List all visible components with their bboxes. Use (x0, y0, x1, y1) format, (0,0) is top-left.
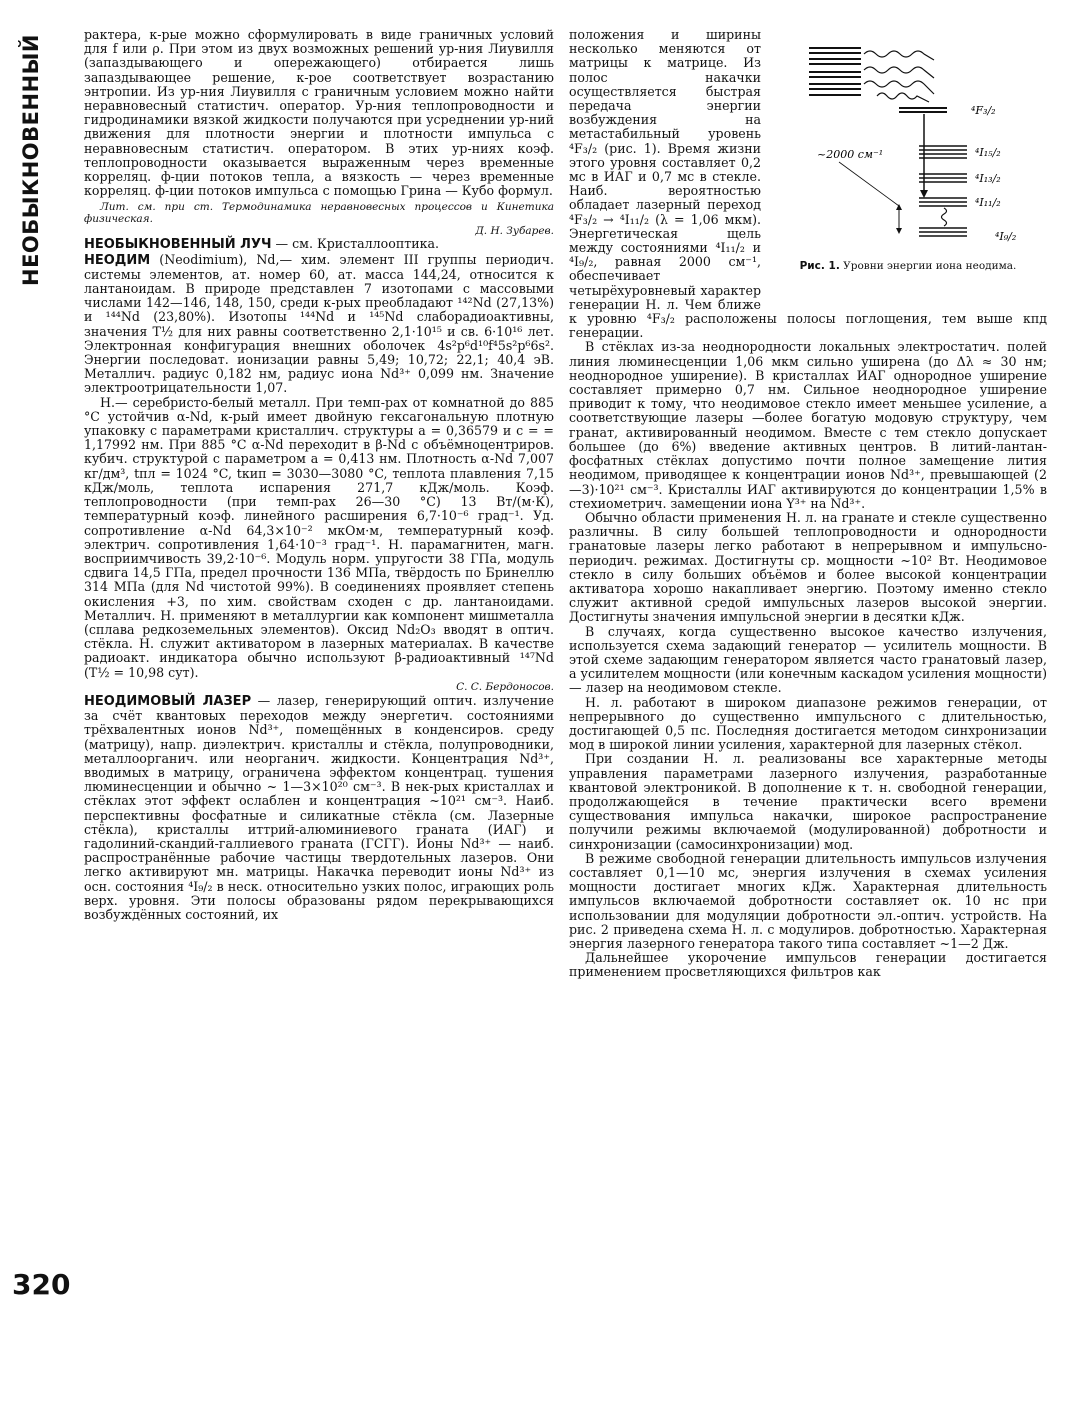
paragraph: Дальнейшее укорочение импульсов генерации достигается применением просветляющихся фильтров как (569, 950, 1047, 980)
paragraph: При создании Н. л. реализованы все характерные методы управления параметрами лазерного излучения, разработанные квантовой электроникой. В дополнение к т. н. свободной генерации, продолжающейся в течение практически всего времени существования импульса накачки, широкое распространение получили режимы включаемой (модулированной) добротности и синхронизации (самосинхронизации) мод. (569, 751, 1047, 852)
author-signature: Д. Н. Зубарев. (475, 225, 554, 238)
side-heading: НЕОБЫКНОВЕННЫЙ (19, 34, 43, 286)
paragraph: Обычно области применения Н. л. на гранате и стекле существенно различны. В силу большей теплопроводности и однородности гранатовые лазеры легко работают в непрерывном и импульсно-периодич. режимах. Достигнуты ср. мощности ~10² Вт. Неодимовое стекло в силу больших объёмов и более высокой концентрации активатора хорошо накапливает энергию. Поэтому именно стекло служит активной средой импульсных лазеров высокой энергии. Достигнуты значения импульсной энергии в десятки кДж. (569, 509, 1047, 625)
left-column (84, 28, 554, 922)
energy-level-diagram (769, 32, 1047, 260)
literature-note: Лит. см. при ст. Термодинамика неравновесных процессов и Кинетика физическая. Д. Н. Зубарев. (84, 201, 554, 238)
paragraph: Н. л. работают в широком диапазоне режимов генерации, от непрерывного до существенно импульсного с длительностью, достигающей 0,5 пс. Последняя достигается методом синхронизации мод в широкой линии усиления, характерной для лазерных стёкол. (569, 694, 1047, 753)
paragraph: рактера, к-рые можно сформулировать в виде граничных условий для f или ρ. При этом из двух возможных решений ур-ния Лиувилля (запаздывающего и опережающего) отбирается лишь запаздывающее решение, к-рое соответствует возрастанию энтропии. Из ур-ния Лиувилля с граничным условием можно найти неравновесный статистич. оператор. Ур-ния теплопроводности и гидродинамики вязкой жидкости получаются при усреднении ур-ний движения для плотности энергии и плотности импульса с неравновесным статистич. оператором. В этих ур-ниях коэф. теплопроводности оказывается выраженным через временные корреляц. ф-ции потоков тепла, а вязкость — через временные корреляц. ф-ции потоков импульса с помощью Грина — Кубо формул. (84, 27, 554, 199)
paragraph: Н.— серебристо-белый металл. При темп-рах от комнатной до 885 °C устойчив α-Nd, к-рый имеет двойную гексагональную плотную упаковку с параметрами кристаллич. структуры a = 0,36579 и c = = 1,17992 нм. При 885 °C α-Nd переходит в β-Nd с объёмноцентриров. кубич. структурой с параметром a = 0,413 нм. Плотность α-Nd 7,007 кг/дм³, tпл = 1024 °C, tкип = 3030—3080 °C, теплота плавления 7,15 кДж/моль, теплота испарения 271,7 кДж/моль. Коэф. теплопроводности (при темп-рах 26—30 °C) 13 Вт/(м·К), температурный коэф. линейного расширения 6,7·10⁻⁶ град⁻¹. Уд. сопротивление α-Nd 64,3×10⁻² мкОм·м, температурный коэф. электрич. сопротивления 1,64·10⁻³ град⁻¹. Н. парамагнитен, магн. восприимчивость 39,2·10⁻⁶. Модуль норм. упругости 38 ГПа, модуль сдвига 14,5 ГПа, предел прочности 136 МПа, твёрдость по Бринеллю 314 МПа (для Nd чистотой 99%). В соединениях проявляет степень окисления +3, по хим. свойствам сходен с др. лантаноидами. Металлич. Н. применяют в металлургии как компонент мишметалла (сплава редкоземельных элементов). Оксид Nd₂O₃ вводят в оптич. стёкла. Н. служит активатором в лазерных материалах. В качестве радиоакт. индикатора обычно используют β-радиоактивный ¹⁴⁷Nd (T½ = 10,98 сут). (84, 394, 554, 680)
headword: НЕОДИМОВЫЙ ЛАЗЕР (84, 693, 252, 709)
author-signature: С. С. Бердоносов. (456, 680, 554, 693)
gap-label: ~2000 см⁻¹ (817, 148, 884, 161)
level-label: ⁴I₉/₂ (995, 230, 1017, 243)
paragraph: В случаях, когда существенно высокое качество излучения, используется схема задающий генератор — усилитель мощности. В этой схеме задающим генератором является часто гранатовый лазер, а усилителем мощности (или конечным каскадом усиления мощности) — лазер на неодимовом стекле. (569, 623, 1047, 696)
page-number: 320 (12, 1268, 71, 1301)
paragraph: положения и ширины несколько меняются от матрицы к матрице. Из полос накачки осуществляется быстрая передача энергии возбуждения на метастабильный уровень ⁴F₃/₂ (рис. 1). Время жизни этого уровня составляет 0,2 мс в ИАГ и 0,7 мс в стекле. Наиб. вероятностью обладает лазерный переход ⁴F₃/₂ → ⁴I₁₁/₂ (λ = 1,06 мкм). Энергетическая щель между состояниями ⁴I₁₁/₂ и ⁴I₉/₂, равная 2000 см⁻¹, обеспечивает четырёхуровневый характер генерации Н. л. Чем ближе к уровню ⁴F₃/₂ расположены полосы поглощения, тем выше кпд генерации. (569, 27, 1047, 341)
level-label: ⁴I₁₁/₂ (975, 196, 1001, 209)
figure-energy-levels (769, 32, 1047, 292)
right-column (569, 28, 1047, 980)
entry-laser: НЕОДИМОВЫЙ ЛАЗЕР — лазер, генерирующий оптич. излучение за счёт квантовых переходов между энергетич. состояниями трёхвалентных ионов Nd³⁺, помещённых в конденсиров. среду (матрицу), напр. диэлектрич. кристаллы и стёкла, полупроводники, металлоорганич. или неорганич. жидкости. Концентрация Nd³⁺, вводимых в матрицу, ограничена эффектом концентрац. тушения люминесценции и обычно ~ 1—3×10²⁰ см⁻³. В нек-рых кристаллах и стёклах этот эффект ослаблен и концентрация ~10²¹ см⁻³. Наиб. перспективны фосфатные и силикатные стёкла (см. Лазерные стёкла), кристаллы иттрий-алюминиевого граната (ИАГ) и гадолиний-скандий-галлиевого граната (ГСГГ). Ионы Nd³⁺ — наиб. распространённые рабочие частицы твердотельных лазеров. Они легко активируют мн. матрицы. Накачка переводит ионы Nd³⁺ из осн. состояния ⁴I₉/₂ в неск. относительно узких полос, играющих роль верх. уровня. Эти полосы образованы рядом перекрывающихся возбуждённых состояний, их (84, 692, 554, 922)
entry-luch: НЕОБЫКНОВЕННЫЙ ЛУЧ — см. Кристаллооптика. (84, 236, 439, 253)
paragraph: В режиме свободной генерации длительность импульсов излучения составляет 0,1—10 мс, энергия излучения в схемах усиления мощности достигает многих кДж. Характерная длительность импульсов включаемой добротности составляет ок. 10 нс при использовании для модуляции добротности эл.-оптич. устройств. На рис. 2 приведена схема Н. л. с модулиров. добротностью. Характерная энергия лазерного генератора такого типа составляет ~1—2 Дж. (569, 850, 1047, 951)
figure-caption: Рис. 1. Уровни энергии иона неодима. (799, 260, 1017, 272)
paragraph: В стёклах из-за неоднородности локальных электростатич. полей линия люминесценции 1,06 мкм сильно уширена (до Δλ ≈ 30 нм; неоднородное уширение). В кристаллах ИАГ однородное уширение составляет примерно 0,7 нм. Сильное неоднородное уширение приводит к тому, что неодимовое стекло имеет меньшее усиление, а соответствующие лазеры —более богатую модовую структуру, чем гранат, активированный неодимом. Вместе с тем стекло допускает большее (до 6%) введение активных центров. В литий-лантан-фосфатных стёклах допустимо почти полное замещение лития неодимом, приводящее к концентрации ионов Nd³⁺, превышающей (2—3)·10²¹ см⁻³. Кристаллы ИАГ активируются до концентрации 1,5% в стехиометрич. замещении иона Y³⁺ на Nd³⁺. (569, 339, 1047, 511)
headword: НЕОДИМ (84, 252, 151, 268)
level-label: ⁴I₁₃/₂ (975, 172, 1001, 185)
entry-neodim: НЕОДИМ (Neodimium), Nd,— хим. элемент III группы периодич. системы элементов, ат. номер 60, ат. масса 144,24, относится к лантаноидам. В природе представлен 7 изотопами с массовыми числами 142—146, 148, 150, среди к-рых преобладают ¹⁴²Nd (27,13%) и ¹⁴⁴Nd (23,80%). Изотопы ¹⁴⁴Nd и ¹⁴⁵Nd слаборадиоактивны, значения T½ для них равны соответственно 2,1·10¹⁵ и св. 6·10¹⁶ лет. Электронная конфигурация внешних оболочек 4s²p⁶d¹⁰f⁴5s²p⁶6s². Энергии последоват. ионизации равны 5,49; 10,72; 22,1; 40,4 эВ. Металлич. радиус 0,182 нм, радиус иона Nd³⁺ 0,099 нм. Значение электроотрицательности 1,07. (84, 251, 554, 396)
level-label: ⁴I₁₅/₂ (975, 146, 1001, 159)
headword: НЕОБЫКНОВЕННЫЙ ЛУЧ (84, 237, 272, 253)
level-label: ⁴F₃/₂ (971, 104, 996, 117)
